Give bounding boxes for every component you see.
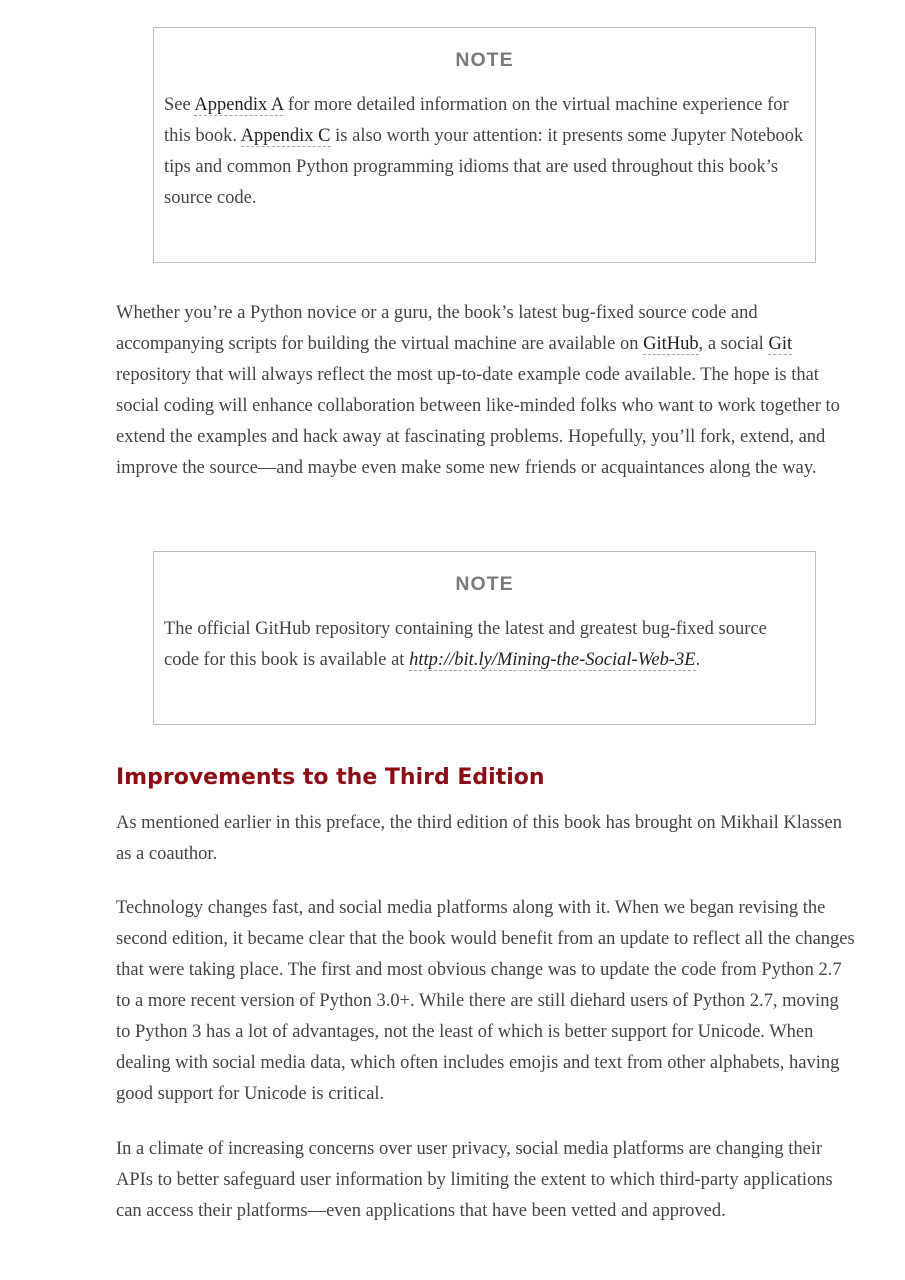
- repository-url-link[interactable]: http://bit.ly/Mining-the-Social-Web-3E: [409, 650, 696, 670]
- note-text: See: [164, 95, 195, 115]
- paragraph-source-code: [116, 298, 856, 484]
- note-title: NOTE: [455, 573, 514, 595]
- git-link[interactable]: Git: [768, 334, 793, 354]
- note-box-repository: [153, 551, 816, 725]
- paragraph-technology: Technology changes fast, and social media platforms along with it. When we began revising the second edition, it became clear that the book would benefit from an update to reflect all the changes that were taking place. The first and most obvious change was to update the code from Python 2.7 to a more recent version of Python 3.0+. While there are still diehard users of Python 2.7, moving to Python 3 has a lot of advantages, not the least of which is better support for Unicode. When dealing with social media data, which often includes emojis and text from other alphabets, having good support for Unicode is critical.: [116, 898, 855, 1104]
- note-body: [164, 614, 805, 676]
- note-text: The official GitHub repository containing the latest and greatest bug-fixed source code for this book is available at: [164, 619, 767, 670]
- section-heading: Improvements to the Third Edition: [116, 765, 545, 790]
- note-box-appendix: [153, 27, 816, 263]
- note-text: is also worth your attention: it presents some Jupyter Notebook tips and common Python programming idioms that are used throughout this book’s source code.: [164, 126, 804, 208]
- github-link[interactable]: GitHub: [643, 334, 699, 354]
- paragraph-privacy: In a climate of increasing concerns over user privacy, social media platforms are changing their APIs to better safeguard user information by limiting the extent to which third-party applications can access their platforms—even applications that have been vetted and approved.: [116, 1139, 833, 1221]
- appendix-a-link[interactable]: Appendix A: [194, 95, 284, 115]
- paragraph-text: , a social: [698, 334, 769, 354]
- note-text: for more detailed information on the virtual machine experience for this book.: [164, 95, 789, 146]
- note-text: .: [695, 650, 701, 670]
- appendix-c-link[interactable]: Appendix C: [240, 126, 331, 146]
- paragraph-text: Whether you’re a Python novice or a guru, the book’s latest bug-fixed source code and accompanying scripts for building the virtual machine are available on: [116, 303, 758, 354]
- note-title: NOTE: [455, 49, 514, 71]
- paragraph-coauthor: As mentioned earlier in this preface, the third edition of this book has brought on Mikhail Klassen as a coauthor.: [116, 813, 842, 864]
- paragraph-text: repository that will always reflect the most up-to-date example code available. The hope is that social coding will enhance collaboration between like-minded folks who want to work together to extend the examples and hack away at fascinating problems. Hopefully, you’ll fork, extend, and improve the source—and maybe even make some new friends or acquaintances along the way.: [116, 365, 840, 478]
- note-body: [164, 90, 805, 214]
